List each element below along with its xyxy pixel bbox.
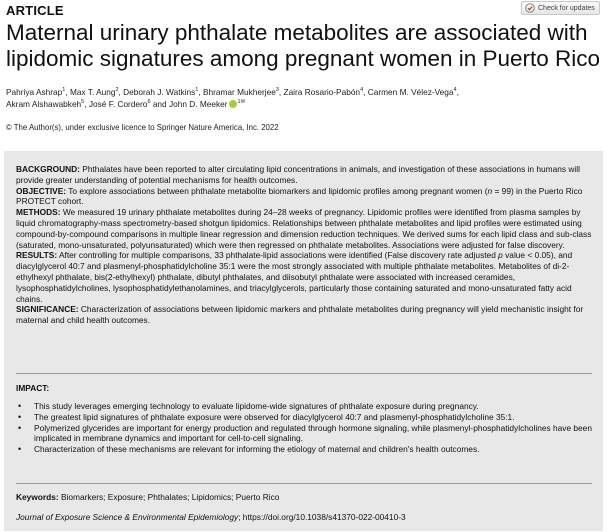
author-affiliation: 2: [115, 87, 119, 94]
author-affiliation: 4: [360, 87, 364, 94]
author-affiliation: 4: [453, 87, 457, 94]
author-name[interactable]: Max T. Aung: [69, 87, 116, 97]
author-name[interactable]: Carmen M. Vélez-Vega: [367, 87, 454, 97]
journal-citation: [16, 512, 406, 522]
authors-and: and: [152, 99, 167, 109]
author-affiliation: 5: [81, 99, 85, 106]
author-name[interactable]: Zaira Rosario-Pabón: [283, 87, 361, 97]
doi-link[interactable]: ; https://doi.org/10.1038/s41370-022-00410-3: [238, 512, 406, 522]
list-item: • Polymerized glycerides are important for energy production and regulated through hormone signaling, while plasmenyl-phosphatidylcholines have been implicated in membrane dynamics and important for cell-to-cell signaling.: [16, 423, 592, 445]
author-name[interactable]: Bhramar Mukherjee: [202, 87, 276, 97]
author-name[interactable]: Pahriya Ashrap: [6, 87, 63, 97]
article-title: Maternal urinary phthalate metabolites are associated with lipidomic signatures among pregnant women in Puerto Rico: [6, 20, 601, 71]
author-affiliation: 6: [147, 99, 151, 106]
list-item: • The greatest lipid signatures of phthalate exposure were observed for diacylglycerol 40:7 and plasmenyl-phosphatidylcholine 35:1.: [16, 412, 592, 423]
check-for-updates-button[interactable]: [521, 1, 600, 15]
list-item: • Characterization of these mechanisms are relevant for informing the etiology of maternal and children's health outcomes.: [16, 444, 592, 455]
author-affiliation: 1: [62, 87, 66, 94]
check-updates-label: Check for updates: [538, 4, 595, 12]
check-updates-icon: [525, 3, 535, 13]
author-list: Pahriya Ashrap$^1$, Max T. Aung$^2$, Deborah J. Watkins$^1$, Bhramar Mukherjee$^3$, Zaira Rosario-Pabón$^4$, Carmen M. Vélez-Vega$^4$, Akram Alshawabkeh$^5$, José F. Cordero$^6$ and John D. Meeker $^{1✉}$: [6, 87, 459, 109]
author-name[interactable]: Akram Alshawabkeh: [6, 99, 82, 109]
author-name[interactable]: José F. Cordero: [88, 99, 148, 109]
divider: [16, 483, 592, 484]
article-type-label: ARTICLE: [6, 3, 64, 18]
author-name[interactable]: Deborah J. Watkins: [123, 87, 196, 97]
impact-heading: IMPACT:: [16, 383, 50, 393]
list-item: • This study leverages emerging technology to evaluate lipidome-wide signatures of phthalate exposure during pregnancy.: [16, 401, 592, 412]
keywords-line: Keywords: Biomarkers; Exposure; Phthalates; Lipidomics; Puerto Rico: [16, 492, 280, 502]
abstract-results: RESULTS: After controlling for multiple comparisons, 33 phthalate-lipid associations were identified (False discovery rate adjusted p value < 0.05), and diacylglycerol 40:7 and plasmenyl-phosphatidylcholine 35:1 were the most strongly associated with multiple phthalate metabolites. Metabolites of di-2-ethylhexyl phthalate, bis(2-ethylhexyl) phthalate, dibutyl phthalates, and diisobutyl phthalate were associated with increased ceramides, lysophosphatidylcholines, lysophosphatidylethanolamines, and triacylglycerols, particularly those containing saturated and mono-unsaturated fatty acid chains.: [16, 250, 573, 304]
author-name[interactable]: John D. Meeker: [168, 99, 228, 109]
abstract-objective: OBJECTIVE: To explore associations between phthalate metabolite biomarkers and lipidomic profiles among pregnant women (n = 99) in the Puerto Rico PROTECT cohort.: [16, 185, 583, 207]
author-affiliation: 3: [275, 87, 279, 94]
copyright-notice: © The Author(s), under exclusive licence to Springer Nature America, Inc. 2022: [6, 123, 279, 132]
abstract-background: BACKGROUND: Phthalates have been reported to alter circulating lipid concentrations in animals, and investigation of these associations in humans will provide greater understanding of potential mechanisms for health outcomes.: [16, 164, 580, 185]
author-affiliation: 1✉: [237, 99, 246, 106]
impact-list: [16, 401, 592, 455]
divider: [16, 373, 592, 374]
journal-name: Journal of Exposure Science & Environmental Epidemiology: [16, 512, 239, 522]
abstract-methods: METHODS: We measured 19 urinary phthalate metabolites during 24–28 weeks of pregnancy. Lipidomic profiles were identified from plasma samples by liquid chromatography-mass spectrometry-based shotgun lipidomics. Relationships between phthalate metabolites and lipid profiles were estimated using compound-by-compound comparisons in multiple linear regression and dimension reduction techniques. We derived sums for each lipid class and sub-class (saturated, mono-unsaturated, polyunsaturated) which were then regressed on phthalate metabolites. Associations were adjusted for false discovery.: [16, 207, 592, 250]
author-affiliation: 1: [195, 87, 199, 94]
orcid-icon[interactable]: [229, 100, 237, 108]
abstract-text: [16, 164, 592, 326]
abstract-significance: SIGNIFICANCE: Characterization of associations between lipidomic markers and phthalate metabolites during pregnancy will yield mechanistic insight for maternal and child health outcomes.: [16, 304, 584, 326]
